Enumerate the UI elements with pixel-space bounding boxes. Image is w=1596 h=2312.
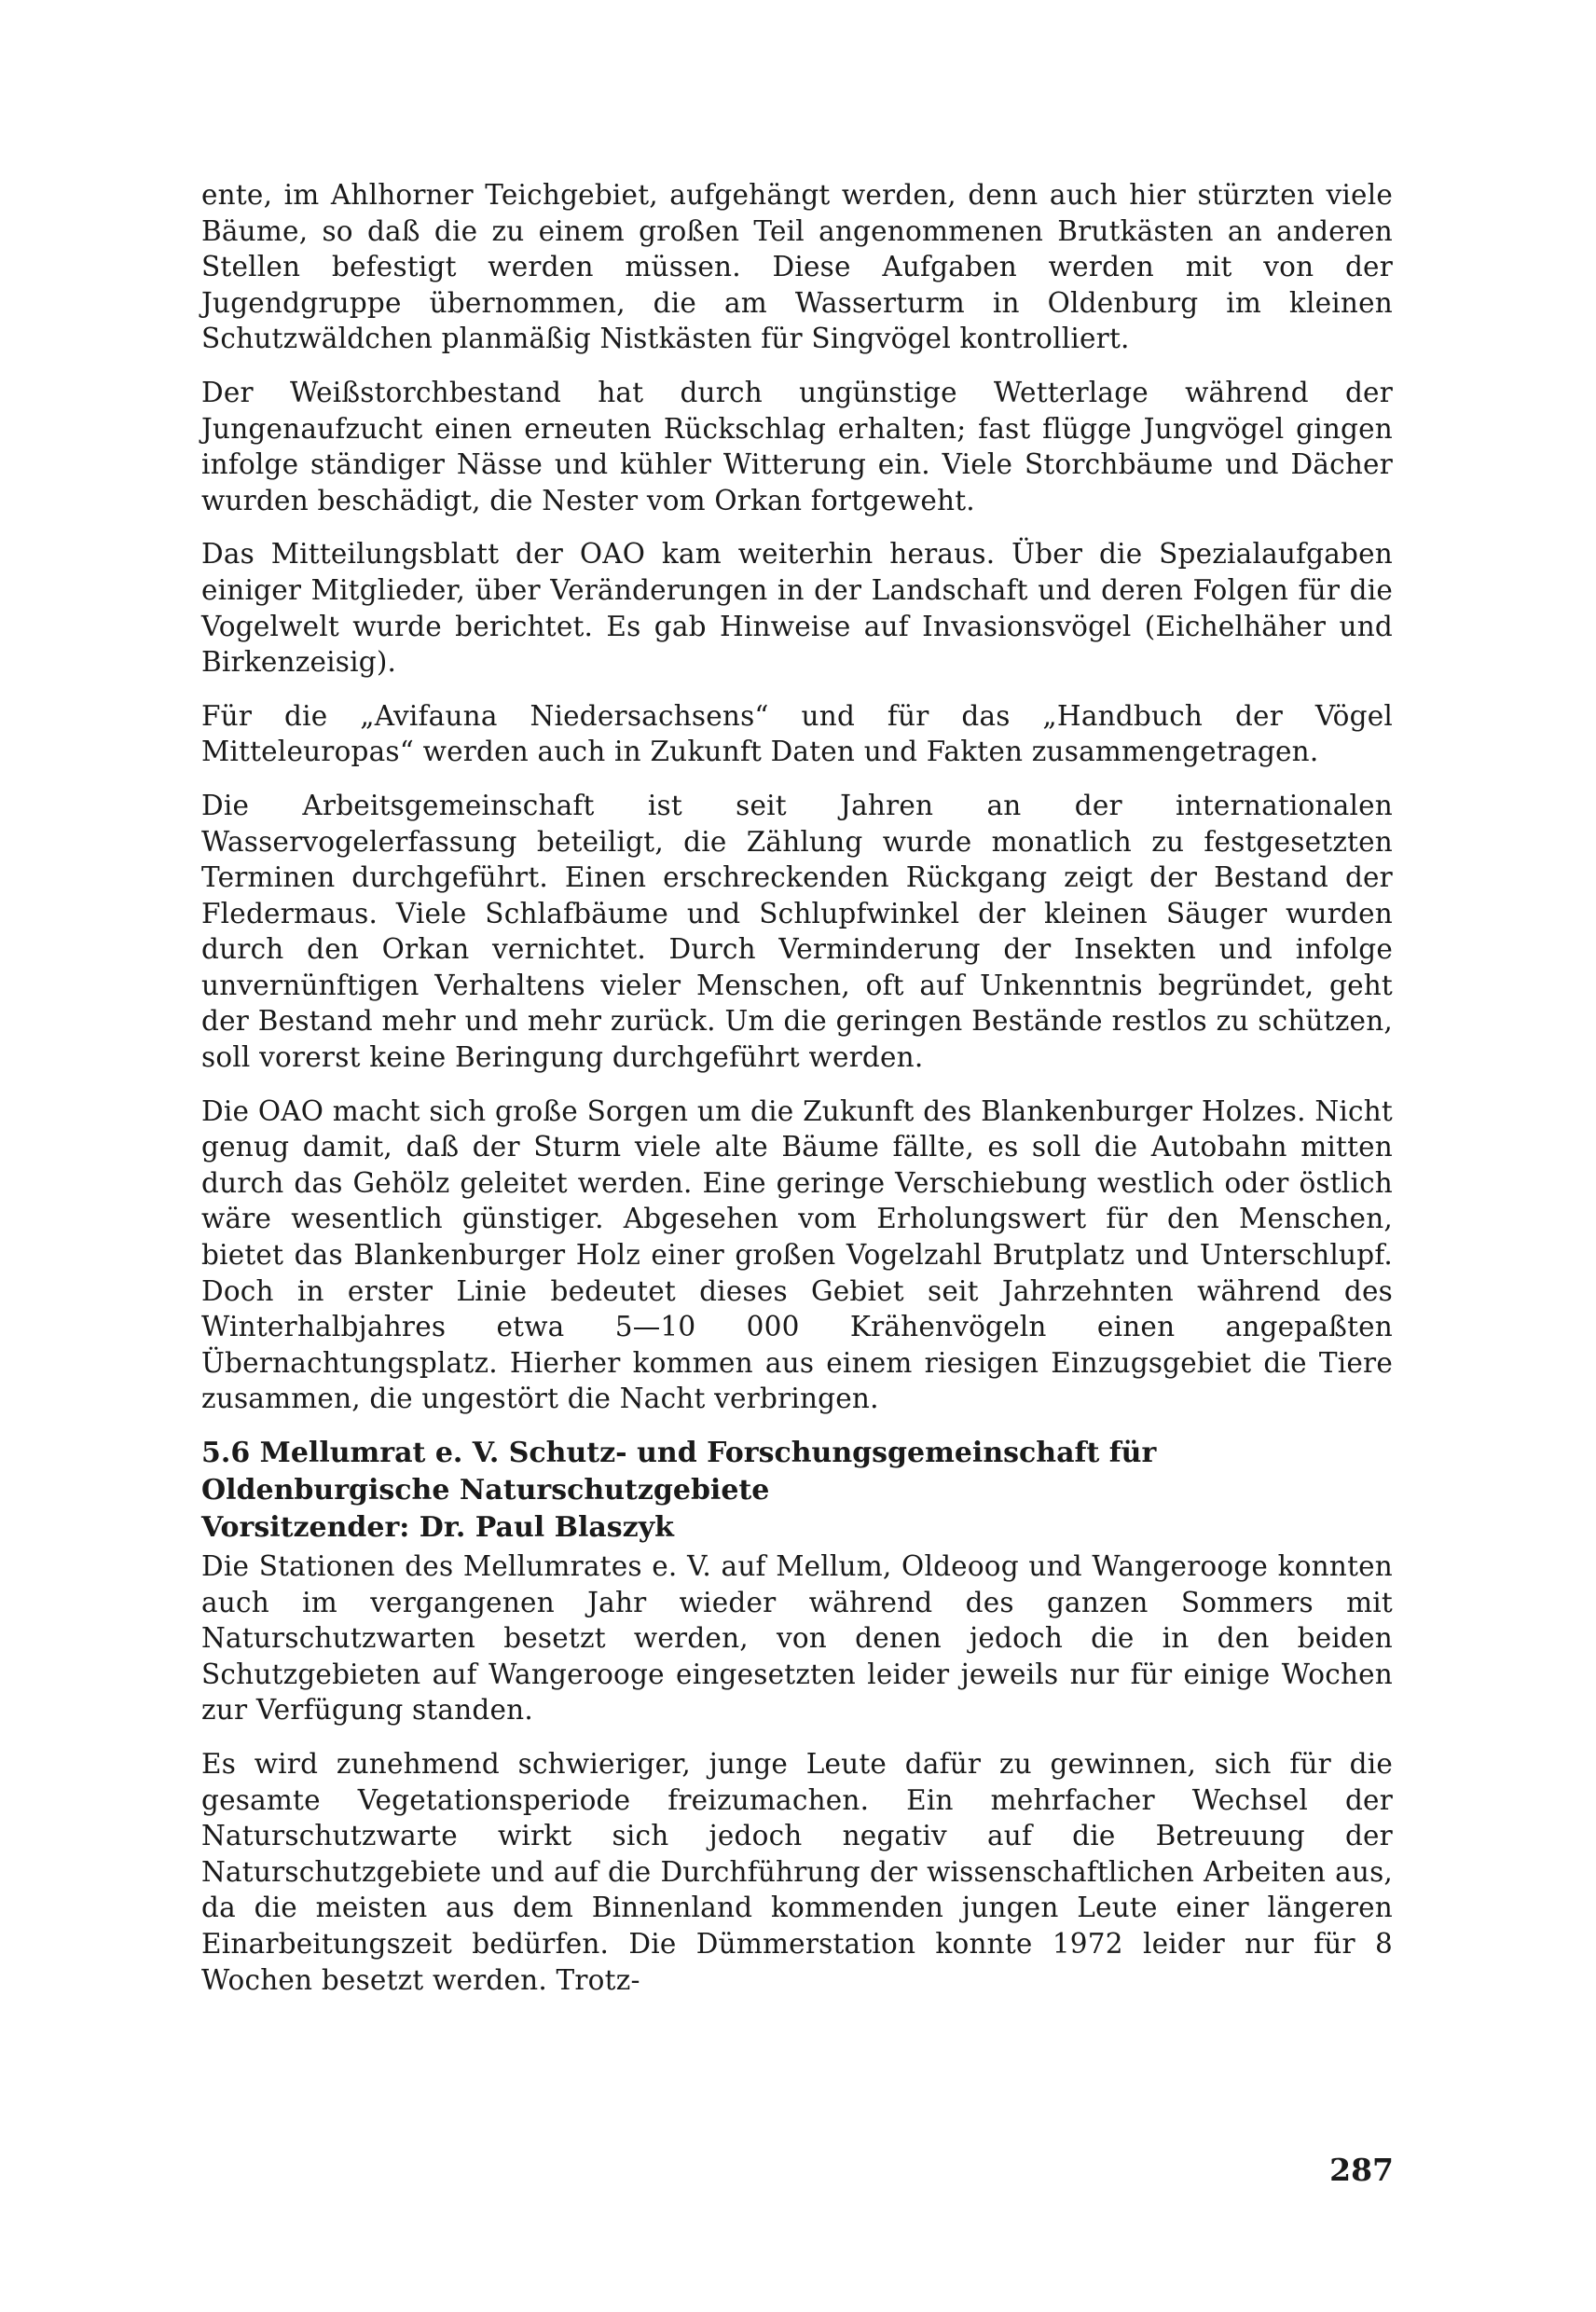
page-number: 287 xyxy=(1329,2152,1394,2188)
paragraph-white-stork: Der Weißstorchbestand hat durch ungünstige Wetterlage während der Jungenaufzucht einen erneuten Rückschlag erhalten; fast flügge Jungvögel gingen infolge ständiger Nässe und kühler Witterung ein. Viele Storchbäume und Dächer wurden beschädigt, die Nester vom Orkan fortgeweht. xyxy=(201,376,1393,516)
paragraph-newsletter: Das Mitteilungsblatt der OAO kam weiterhin heraus. Über die Spezialaufgaben einiger Mitglieder, über Veränderungen in der Landschaft und deren Folgen für die Vogelwelt wurde berichtet. Es gab Hinweise auf Invasionsvögel (Eichelhäher und Birkenzeisig). xyxy=(201,538,1393,679)
page-body xyxy=(201,177,1393,1998)
paragraph-nest-boxes: ente, im Ahlhorner Teichgebiet, aufgehängt werden, denn auch hier stürzten viele Bäume, so daß die zu einem großen Teil angenommenen Brutkästen an anderen Stellen befestigt werden müssen. Diese Aufgaben werden mit von der Jugendgruppe übernommen, die am Wasserturm in Oldenburg im kleinen Schutzwäldchen planmäßig Nistkästen für Singvögel kontrolliert. xyxy=(201,179,1393,355)
section-title: 5.6 Mellumrat e. V. Schutz- und Forschungsgemeinschaft für Oldenburgische Naturschutzgebiete xyxy=(201,1437,1157,1507)
section-chair: Vorsitzender: Dr. Paul Blaszyk xyxy=(201,1511,674,1544)
paragraph-waterfowl-census: Die Arbeitsgemeinschaft ist seit Jahren an der internationalen Wasservogelerfassung beteiligt, die Zählung wurde monatlich zu festgesetzten Terminen durchgeführt. Einen erschreckenden Rückgang zeigt der Bestand der Fledermaus. Viele Schlafbäume und Schlupfwinkel der kleinen Säuger wurden durch den Orkan vernichtet. Durch Verminderung der Insekten und infolge unvernünftigen Verhaltens vieler Menschen, oft auf Unkenntnis begründet, geht der Bestand mehr und mehr zurück. Um die geringen Bestände restlos zu schützen, soll vorerst keine Beringung durchgeführt werden. xyxy=(201,789,1393,1074)
paragraph-blankenburger-holz: Die OAO macht sich große Sorgen um die Zukunft des Blankenburger Holzes. Nicht genug damit, daß der Sturm viele alte Bäume fällte, es soll die Autobahn mitten durch das Gehölz geleitet werden. Eine geringe Verschiebung westlich oder östlich wäre wesentlich günstiger. Abgesehen vom Erholungswert für den Menschen, bietet das Blankenburger Holz einer großen Vogelzahl Brutplatz und Unterschlupf. Doch in erster Linie bedeutet dieses Gebiet seit Jahrzehnten während des Winterhalbjahres etwa 5—10 000 Krähenvögeln einen angepaßten Übernachtungsplatz. Hierher kommen aus einem riesigen Einzugsgebiet die Tiere zusammen, die ungestört die Nacht verbringen. xyxy=(201,1094,1393,1415)
paragraph-mellumrat-stations: Die Stationen des Mellumrates e. V. auf Mellum, Oldeoog und Wangerooge konnten auch im vergangenen Jahr wieder während des ganzen Sommers mit Naturschutzwarten besetzt werden, von denen jedoch die in den beiden Schutzgebieten auf Wangerooge eingesetzten leider jeweils nur für einige Wochen zur Verfügung standen. xyxy=(201,1550,1393,1727)
paragraph-avifauna: Für die „Avifauna Niedersachsens“ und für das „Handbuch der Vögel Mitteleuropas“ werden auch in Zukunft Daten und Fakten zusammengetragen. xyxy=(201,699,1393,768)
paragraph-volunteers: Es wird zunehmend schwieriger, junge Leute dafür zu gewinnen, sich für die gesamte Vegetationsperiode freizumachen. Ein mehrfacher Wechsel der Naturschutzwarte wirkt sich jedoch negativ auf die Betreuung der Naturschutzgebiete und auf die Durchführung der wissenschaftlichen Arbeiten aus, da die meisten aus dem Binnenland kommenden jungen Leute einer längeren Einarbeitungszeit bedürfen. Die Dümmerstation konnte 1972 leider nur für 8 Wochen besetzt werden. Trotz- xyxy=(201,1747,1393,1996)
